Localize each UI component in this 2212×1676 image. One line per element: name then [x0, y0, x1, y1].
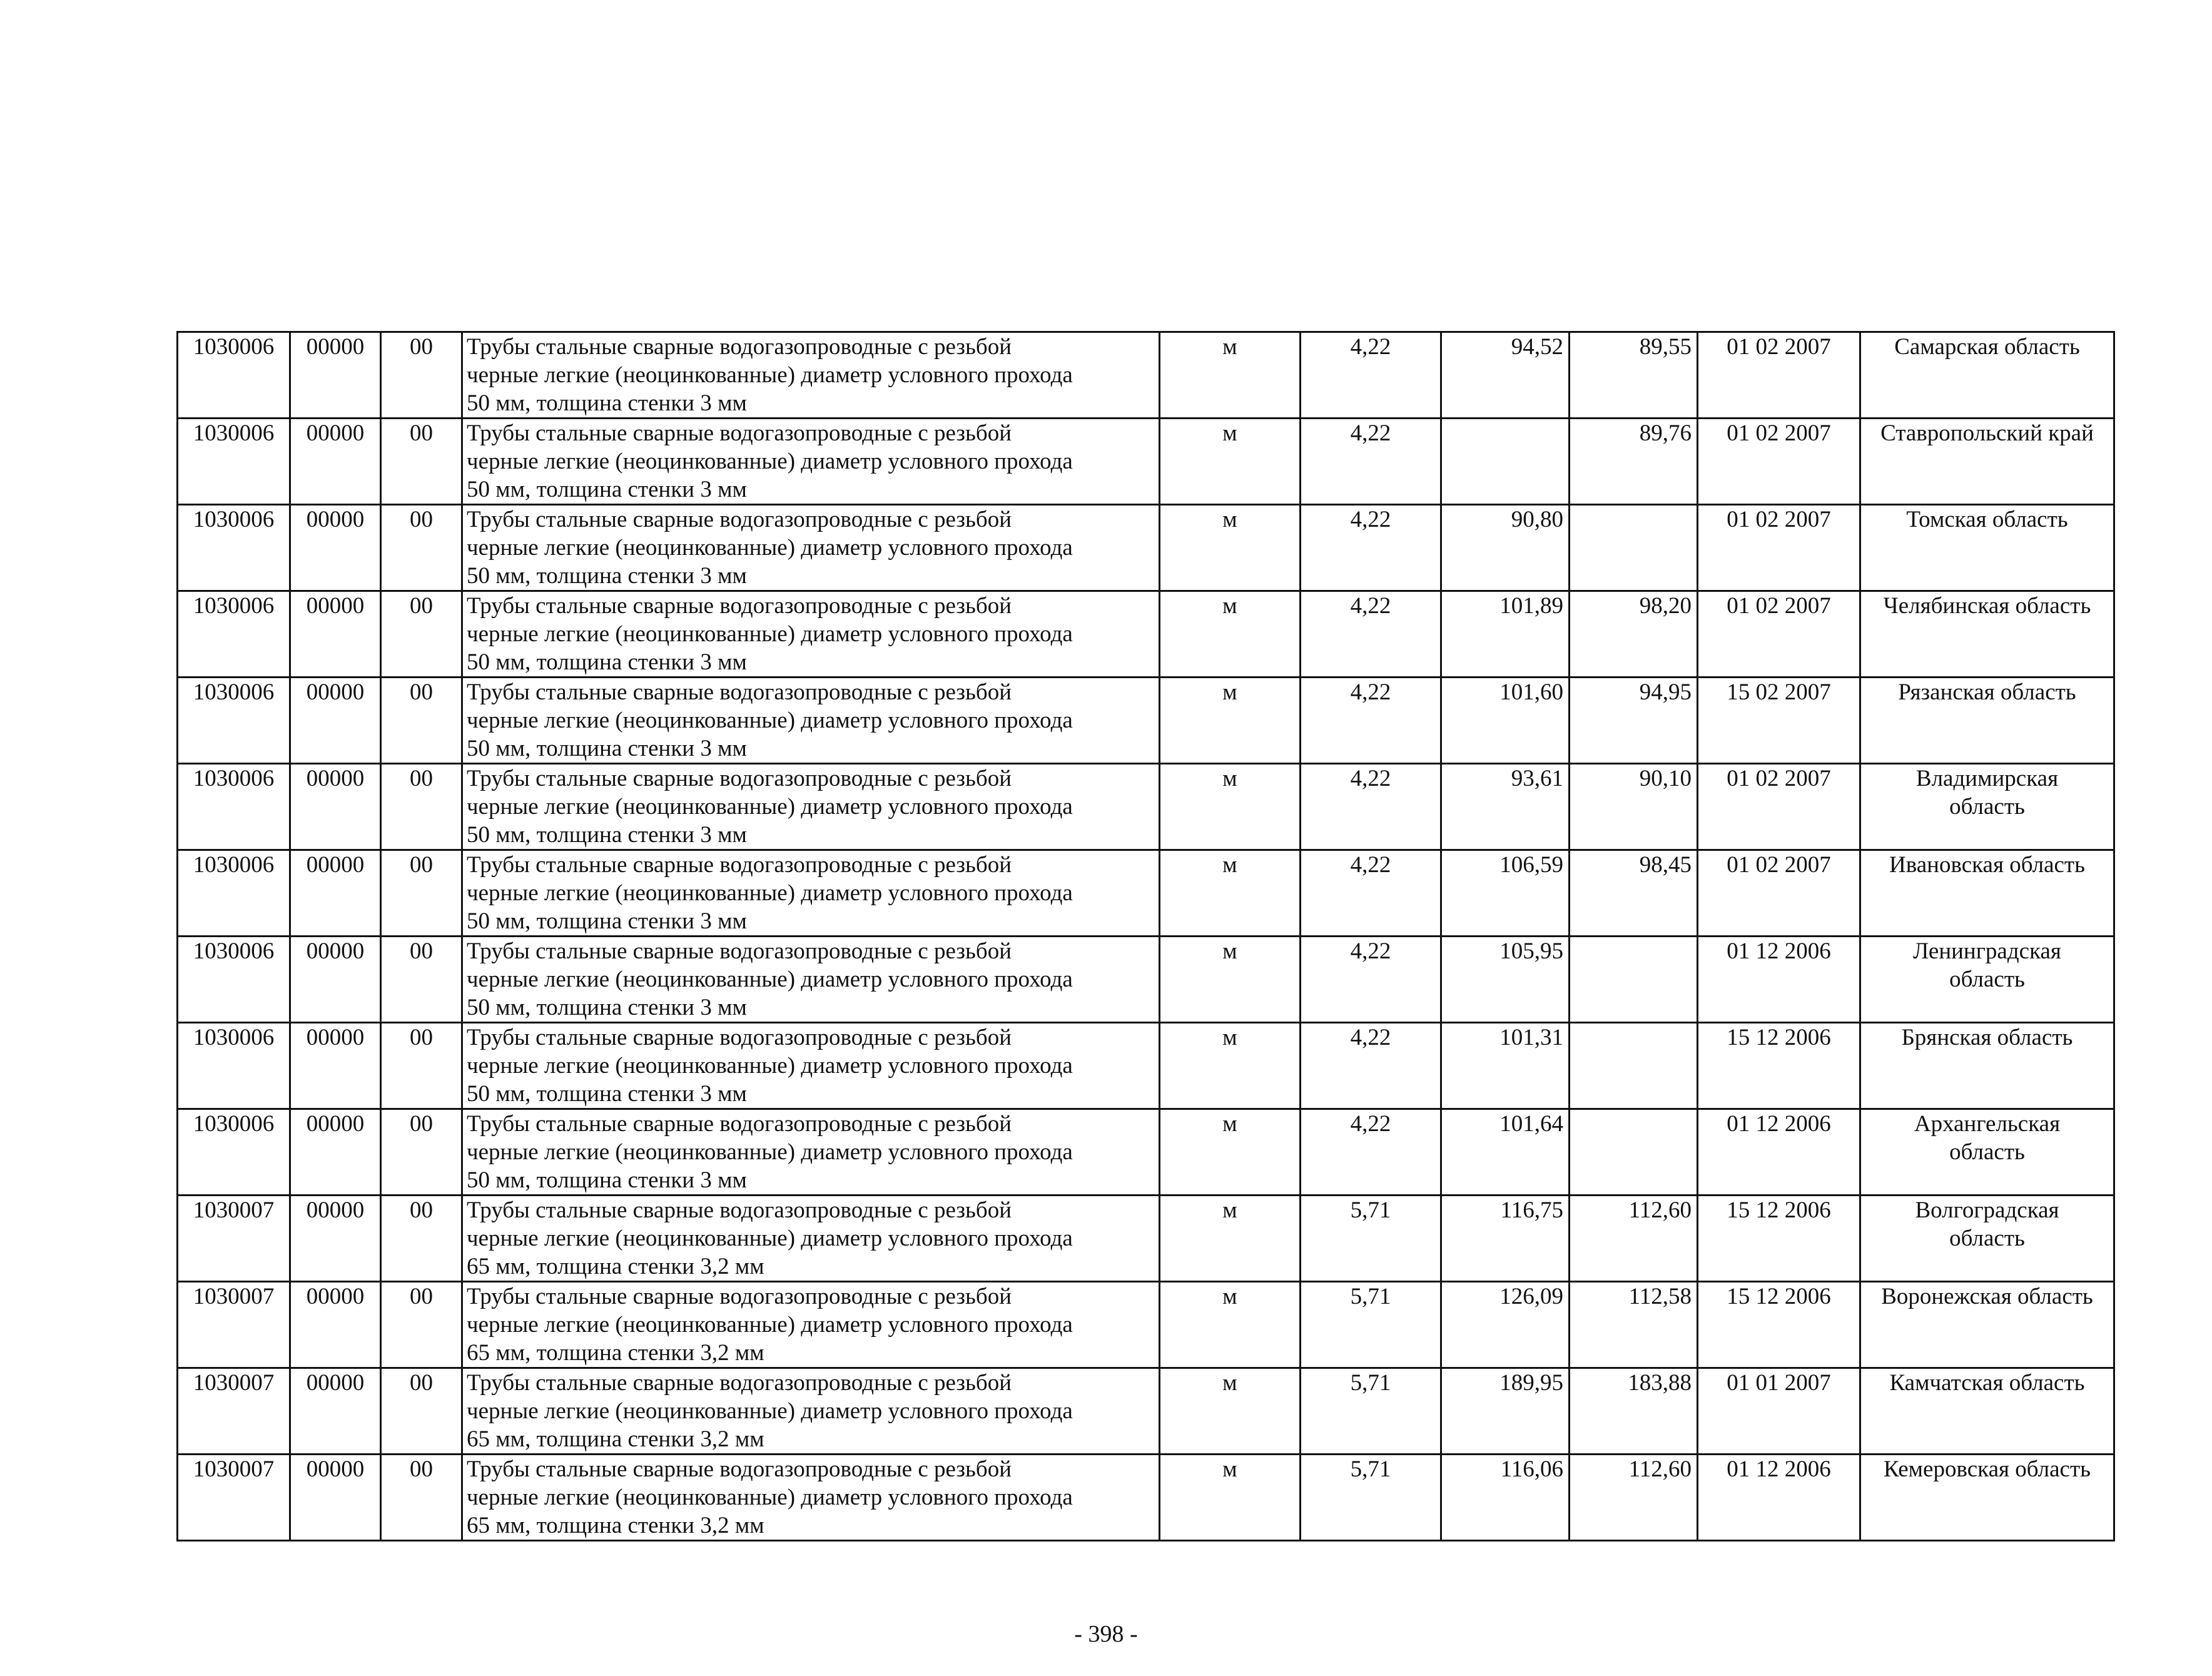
- table-row: [178, 850, 2114, 937]
- price-2-cell: [1570, 505, 1698, 591]
- price-2-cell: 98,45: [1570, 850, 1698, 937]
- region-line: Кемеровская область: [1883, 1456, 2091, 1482]
- date-cell: 15 12 2006: [1698, 1196, 1860, 1282]
- sub-code-cell: 00000: [290, 850, 381, 937]
- item-name-cell: [462, 332, 1160, 419]
- price-2-cell: 112,58: [1570, 1282, 1698, 1368]
- item-name-line: Трубы стальные сварные водогазопроводные с резьбой: [467, 766, 1012, 791]
- item-name-line: 50 мм, толщина стенки 3 мм: [467, 563, 747, 589]
- price-1-cell: 105,95: [1441, 937, 1570, 1023]
- sub-code-cell: 00000: [290, 1368, 381, 1455]
- coefficient-cell: 4,22: [1301, 332, 1441, 419]
- sub-code-cell: 00000: [290, 937, 381, 1023]
- item-name-cell: [462, 419, 1160, 505]
- unit-cell: м: [1160, 1368, 1301, 1455]
- item-name-line: Трубы стальные сварные водогазопроводные с резьбой: [467, 1197, 1012, 1223]
- price-1-cell: 94,52: [1441, 332, 1570, 419]
- item-name-line: 50 мм, толщина стенки 3 мм: [467, 822, 747, 848]
- item-name-line: черные легкие (неоцинкованные) диаметр условного прохода: [467, 1312, 1073, 1338]
- coefficient-cell: 5,71: [1301, 1196, 1441, 1282]
- item-code-cell: 1030007: [178, 1282, 290, 1368]
- coefficient-cell: 4,22: [1301, 678, 1441, 764]
- date-cell: 15 12 2006: [1698, 1282, 1860, 1368]
- item-name-line: Трубы стальные сварные водогазопроводные с резьбой: [467, 1284, 1012, 1309]
- date-cell: 01 12 2006: [1698, 1455, 1860, 1541]
- region-line: Архангельская: [1914, 1111, 2061, 1137]
- price-1-cell: 101,89: [1441, 591, 1570, 678]
- price-2-cell: 98,20: [1570, 591, 1698, 678]
- item-name-line: Трубы стальные сварные водогазопроводные с резьбой: [467, 507, 1012, 532]
- region-line: Челябинская область: [1883, 593, 2091, 619]
- coefficient-cell: 5,71: [1301, 1282, 1441, 1368]
- unit-cell: м: [1160, 764, 1301, 850]
- sub-code-cell: 00000: [290, 419, 381, 505]
- item-name-line: черные легкие (неоцинкованные) диаметр условного прохода: [467, 1226, 1073, 1251]
- sub-code-cell: 00000: [290, 764, 381, 850]
- region-cell: [1860, 1282, 2114, 1368]
- item-name-line: Трубы стальные сварные водогазопроводные с резьбой: [467, 593, 1012, 619]
- table-row: [178, 591, 2114, 678]
- item-name-line: Трубы стальные сварные водогазопроводные с резьбой: [467, 420, 1012, 446]
- region-line: область: [1949, 1226, 2025, 1251]
- date-cell: 01 02 2007: [1698, 419, 1860, 505]
- date-cell: 01 01 2007: [1698, 1368, 1860, 1455]
- item-code-cell: 1030006: [178, 764, 290, 850]
- price-1-cell: 106,59: [1441, 850, 1570, 937]
- price-1-cell: 126,09: [1441, 1282, 1570, 1368]
- table-row: [178, 937, 2114, 1023]
- unit-cell: м: [1160, 1196, 1301, 1282]
- region-line: Ивановская область: [1889, 852, 2085, 878]
- item-name-cell: [462, 678, 1160, 764]
- region-line: Воронежская область: [1881, 1284, 2093, 1309]
- item-name-cell: [462, 505, 1160, 591]
- sub-code-cell: 00000: [290, 1282, 381, 1368]
- region-cell: [1860, 332, 2114, 419]
- table-row: [178, 1109, 2114, 1196]
- item-name-line: черные легкие (неоцинкованные) диаметр условного прохода: [467, 362, 1073, 388]
- item-name-cell: [462, 1368, 1160, 1455]
- item-name-line: Трубы стальные сварные водогазопроводные с резьбой: [467, 1111, 1012, 1137]
- price-2-cell: 183,88: [1570, 1368, 1698, 1455]
- price-2-cell: [1570, 1109, 1698, 1196]
- item-name-cell: [462, 1023, 1160, 1109]
- coefficient-cell: 4,22: [1301, 764, 1441, 850]
- unit-cell: м: [1160, 1455, 1301, 1541]
- coefficient-cell: 4,22: [1301, 419, 1441, 505]
- coefficient-cell: 4,22: [1301, 1023, 1441, 1109]
- item-code-cell: 1030006: [178, 591, 290, 678]
- item-name-line: Трубы стальные сварные водогазопроводные с резьбой: [467, 1370, 1012, 1396]
- date-cell: 01 02 2007: [1698, 764, 1860, 850]
- region-line: Брянская область: [1901, 1025, 2073, 1050]
- price-1-cell: [1441, 419, 1570, 505]
- version-cell: 00: [381, 1282, 462, 1368]
- region-cell: [1860, 419, 2114, 505]
- item-name-line: 50 мм, толщина стенки 3 мм: [467, 1167, 747, 1193]
- sub-code-cell: 00000: [290, 591, 381, 678]
- item-name-line: черные легкие (неоцинкованные) диаметр условного прохода: [467, 449, 1073, 474]
- date-cell: 01 12 2006: [1698, 1109, 1860, 1196]
- region-cell: [1860, 937, 2114, 1023]
- table-row: [178, 764, 2114, 850]
- item-name-cell: [462, 764, 1160, 850]
- unit-cell: м: [1160, 678, 1301, 764]
- item-name-line: черные легкие (неоцинкованные) диаметр условного прохода: [467, 880, 1073, 906]
- item-name-line: 65 мм, толщина стенки 3,2 мм: [467, 1340, 764, 1366]
- region-line: область: [1949, 1139, 2025, 1165]
- coefficient-cell: 4,22: [1301, 505, 1441, 591]
- version-cell: 00: [381, 678, 462, 764]
- unit-cell: м: [1160, 1282, 1301, 1368]
- region-cell: [1860, 505, 2114, 591]
- sub-code-cell: 00000: [290, 1196, 381, 1282]
- item-name-cell: [462, 1282, 1160, 1368]
- table-body: [178, 332, 2114, 1541]
- item-name-line: черные легкие (неоцинкованные) диаметр условного прохода: [467, 708, 1073, 733]
- item-code-cell: 1030006: [178, 1023, 290, 1109]
- price-1-cell: 93,61: [1441, 764, 1570, 850]
- region-cell: [1860, 764, 2114, 850]
- price-2-cell: [1570, 937, 1698, 1023]
- item-name-line: 50 мм, толщина стенки 3 мм: [467, 390, 747, 416]
- item-name-line: 50 мм, толщина стенки 3 мм: [467, 477, 747, 502]
- unit-cell: м: [1160, 937, 1301, 1023]
- region-cell: [1860, 591, 2114, 678]
- item-code-cell: 1030006: [178, 419, 290, 505]
- table-row: [178, 1196, 2114, 1282]
- item-name-line: 50 мм, толщина стенки 3 мм: [467, 736, 747, 761]
- item-name-cell: [462, 1109, 1160, 1196]
- region-line: Томская область: [1906, 507, 2068, 532]
- item-name-line: Трубы стальные сварные водогазопроводные с резьбой: [467, 938, 1012, 964]
- date-cell: 01 02 2007: [1698, 505, 1860, 591]
- item-code-cell: 1030006: [178, 1109, 290, 1196]
- region-line: область: [1949, 967, 2025, 992]
- version-cell: 00: [381, 419, 462, 505]
- item-name-line: 50 мм, толщина стенки 3 мм: [467, 649, 747, 675]
- item-name-line: черные легкие (неоцинкованные) диаметр условного прохода: [467, 967, 1073, 992]
- table-row: [178, 1455, 2114, 1541]
- coefficient-cell: 5,71: [1301, 1368, 1441, 1455]
- item-name-line: черные легкие (неоцинкованные) диаметр условного прохода: [467, 621, 1073, 647]
- price-2-cell: [1570, 1023, 1698, 1109]
- unit-cell: м: [1160, 505, 1301, 591]
- coefficient-cell: 5,71: [1301, 1455, 1441, 1541]
- coefficient-cell: 4,22: [1301, 1109, 1441, 1196]
- price-table: [176, 331, 2115, 1541]
- item-code-cell: 1030006: [178, 505, 290, 591]
- region-line: Волгоградская: [1915, 1197, 2059, 1223]
- item-name-cell: [462, 937, 1160, 1023]
- price-1-cell: 101,31: [1441, 1023, 1570, 1109]
- sub-code-cell: 00000: [290, 1455, 381, 1541]
- date-cell: 01 02 2007: [1698, 591, 1860, 678]
- item-name-line: черные легкие (неоцинкованные) диаметр условного прохода: [467, 794, 1073, 820]
- item-code-cell: 1030006: [178, 850, 290, 937]
- price-2-cell: 94,95: [1570, 678, 1698, 764]
- item-name-line: Трубы стальные сварные водогазопроводные с резьбой: [467, 1025, 1012, 1050]
- price-2-cell: 112,60: [1570, 1196, 1698, 1282]
- date-cell: 01 12 2006: [1698, 937, 1860, 1023]
- item-name-line: 65 мм, толщина стенки 3,2 мм: [467, 1254, 764, 1279]
- price-2-cell: 89,55: [1570, 332, 1698, 419]
- version-cell: 00: [381, 1196, 462, 1282]
- price-1-cell: 90,80: [1441, 505, 1570, 591]
- price-2-cell: 90,10: [1570, 764, 1698, 850]
- region-line: Владимирская: [1915, 766, 2059, 791]
- unit-cell: м: [1160, 591, 1301, 678]
- item-name-line: 65 мм, толщина стенки 3,2 мм: [467, 1426, 764, 1452]
- region-line: Самарская область: [1894, 334, 2080, 360]
- coefficient-cell: 4,22: [1301, 850, 1441, 937]
- region-cell: [1860, 1109, 2114, 1196]
- sub-code-cell: 00000: [290, 332, 381, 419]
- version-cell: 00: [381, 764, 462, 850]
- coefficient-cell: 4,22: [1301, 937, 1441, 1023]
- item-name-line: 65 мм, толщина стенки 3,2 мм: [467, 1513, 764, 1538]
- version-cell: 00: [381, 332, 462, 419]
- version-cell: 00: [381, 1368, 462, 1455]
- date-cell: 15 12 2006: [1698, 1023, 1860, 1109]
- sub-code-cell: 00000: [290, 1023, 381, 1109]
- version-cell: 00: [381, 1455, 462, 1541]
- region-cell: [1860, 1023, 2114, 1109]
- table-row: [178, 1368, 2114, 1455]
- price-1-cell: 116,06: [1441, 1455, 1570, 1541]
- page-number: - 398 -: [1074, 1621, 1138, 1647]
- version-cell: 00: [381, 1109, 462, 1196]
- sub-code-cell: 00000: [290, 505, 381, 591]
- unit-cell: м: [1160, 419, 1301, 505]
- version-cell: 00: [381, 505, 462, 591]
- price-2-cell: 89,76: [1570, 419, 1698, 505]
- region-line: Рязанская область: [1898, 679, 2076, 705]
- sub-code-cell: 00000: [290, 1109, 381, 1196]
- version-cell: 00: [381, 937, 462, 1023]
- region-cell: [1860, 850, 2114, 937]
- item-name-line: 50 мм, толщина стенки 3 мм: [467, 908, 747, 934]
- region-cell: [1860, 1368, 2114, 1455]
- version-cell: 00: [381, 1023, 462, 1109]
- price-1-cell: 101,64: [1441, 1109, 1570, 1196]
- item-name-line: 50 мм, толщина стенки 3 мм: [467, 1081, 747, 1107]
- region-cell: [1860, 1455, 2114, 1541]
- version-cell: 00: [381, 591, 462, 678]
- region-cell: [1860, 678, 2114, 764]
- table-row: [178, 1282, 2114, 1368]
- item-name-line: Трубы стальные сварные водогазопроводные с резьбой: [467, 1456, 1012, 1482]
- sub-code-cell: 00000: [290, 678, 381, 764]
- item-name-line: Трубы стальные сварные водогазопроводные с резьбой: [467, 679, 1012, 705]
- item-name-cell: [462, 850, 1160, 937]
- item-name-line: 50 мм, толщина стенки 3 мм: [467, 995, 747, 1020]
- region-line: Камчатская область: [1889, 1370, 2085, 1396]
- item-code-cell: 1030007: [178, 1368, 290, 1455]
- region-cell: [1860, 1196, 2114, 1282]
- unit-cell: м: [1160, 850, 1301, 937]
- item-name-line: черные легкие (неоцинкованные) диаметр условного прохода: [467, 1398, 1073, 1424]
- region-line: Ставропольский край: [1880, 420, 2094, 446]
- item-name-line: черные легкие (неоцинкованные) диаметр условного прохода: [467, 1053, 1073, 1079]
- region-line: Ленинградская: [1913, 938, 2061, 964]
- item-code-cell: 1030006: [178, 937, 290, 1023]
- item-name-line: Трубы стальные сварные водогазопроводные с резьбой: [467, 852, 1012, 878]
- unit-cell: м: [1160, 332, 1301, 419]
- item-name-line: черные легкие (неоцинкованные) диаметр условного прохода: [467, 1139, 1073, 1165]
- region-line: область: [1949, 794, 2025, 820]
- unit-cell: м: [1160, 1023, 1301, 1109]
- item-name-line: черные легкие (неоцинкованные) диаметр условного прохода: [467, 1485, 1073, 1510]
- item-name-line: Трубы стальные сварные водогазопроводные с резьбой: [467, 334, 1012, 360]
- item-code-cell: 1030007: [178, 1196, 290, 1282]
- item-name-cell: [462, 1196, 1160, 1282]
- table-row: [178, 1023, 2114, 1109]
- price-2-cell: 112,60: [1570, 1455, 1698, 1541]
- price-1-cell: 101,60: [1441, 678, 1570, 764]
- coefficient-cell: 4,22: [1301, 591, 1441, 678]
- item-code-cell: 1030006: [178, 678, 290, 764]
- item-code-cell: 1030006: [178, 332, 290, 419]
- date-cell: 15 02 2007: [1698, 678, 1860, 764]
- item-name-line: черные легкие (неоцинкованные) диаметр условного прохода: [467, 535, 1073, 561]
- date-cell: 01 02 2007: [1698, 850, 1860, 937]
- unit-cell: м: [1160, 1109, 1301, 1196]
- price-1-cell: 189,95: [1441, 1368, 1570, 1455]
- date-cell: 01 02 2007: [1698, 332, 1860, 419]
- version-cell: 00: [381, 850, 462, 937]
- table-row: [178, 505, 2114, 591]
- table-row: [178, 332, 2114, 419]
- table-row: [178, 678, 2114, 764]
- item-name-cell: [462, 1455, 1160, 1541]
- item-code-cell: 1030007: [178, 1455, 290, 1541]
- table-row: [178, 419, 2114, 505]
- item-name-cell: [462, 591, 1160, 678]
- price-1-cell: 116,75: [1441, 1196, 1570, 1282]
